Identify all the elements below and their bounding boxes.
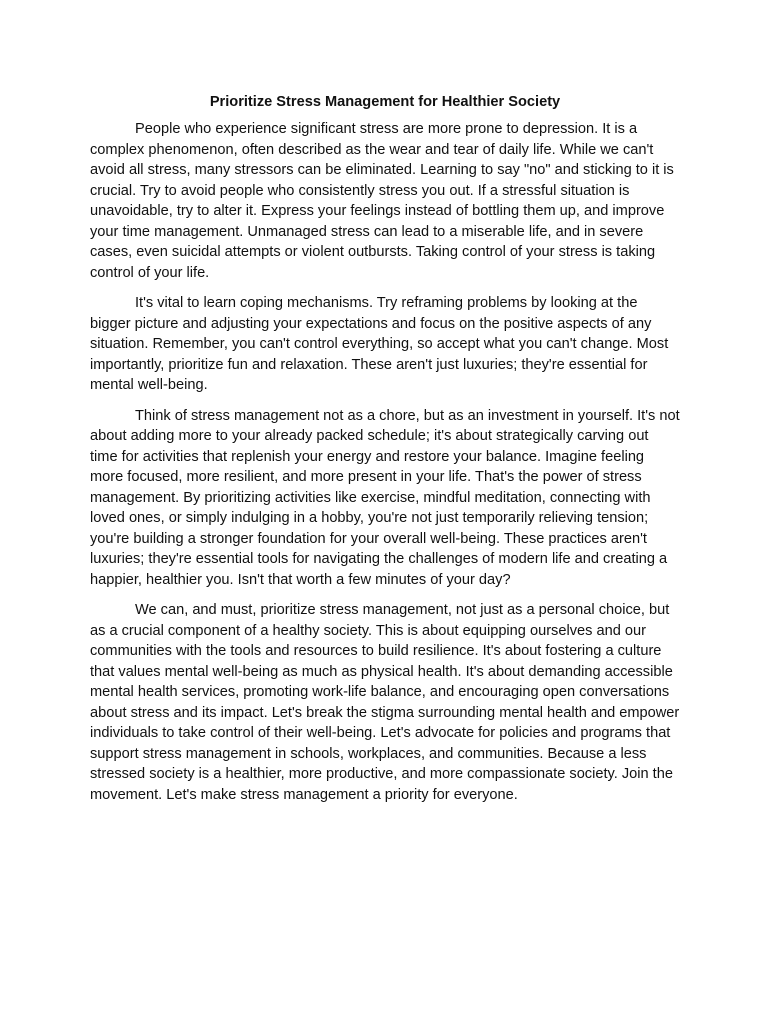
paragraph-3: Think of stress management not as a chore, but as an investment in yourself. It's not about adding more to your already packed schedule; it's about strategically carving out time for activities that replenish your energy and restore your balance. Imagine feeling more focused, more resilient, and more present in your life. That's the power of stress management. By prioritizing activities like exercise, mindful meditation, connecting with loved ones, or simply indulging in a hobby, you're not just temporarily relieving tension; you're building a stronger foundation for your overall well-being. These practices aren't luxuries; they're essential tools for navigating the challenges of modern life and creating a happier, healthier you. Isn't that worth a few minutes of your day? — [90, 407, 680, 588]
paragraph-1: People who experience significant stress are more prone to depression. It is a complex phenomenon, often described as the wear and tear of daily life. While we can't avoid all stress, many stressors can be eliminated. Learning to say "no" and sticking to it is crucial. Try to avoid people who consistently stress you out. If a stressful situation is unavoidable, try to alter it. Express your feelings instead of bottling them up, and improve your time management. Unmanaged stress can lead to a miserable life, and in severe cases, even suicidal attempts or violent outbursts. Taking control of your stress is taking control of your life. — [90, 121, 674, 281]
document-title: Prioritize Stress Management for Healthier Society — [209, 94, 561, 110]
paragraph-2: It's vital to learn coping mechanisms. Try reframing problems by looking at the bigger picture and adjusting your expectations and focus on the positive aspects of any situation. Remember, you can't control everything, so accept what you can't change. Most importantly, prioritize fun and relaxation. These aren't just luxuries; they're essential for mental well-being. — [90, 295, 669, 393]
paragraph-4: We can, and must, prioritize stress management, not just as a personal choice, but as a crucial component of a healthy society. This is about equipping ourselves and our communities with the tools and resources to build resilience. It's about fostering a culture that values mental well-being as much as physical health. It's about demanding accessible mental health services, promoting work-life balance, and encouraging open conversations about stress and its impact. Let's break the stigma surrounding mental health and empower individuals to take control of their well-being. Let's advocate for policies and programs that support stress management in schools, workplaces, and communities. Because a less stressed society is a healthier, more productive, and more compassionate society. Join the movement. Let's make stress management a priority for everyone. — [90, 602, 680, 803]
document-page — [90, 92, 680, 815]
